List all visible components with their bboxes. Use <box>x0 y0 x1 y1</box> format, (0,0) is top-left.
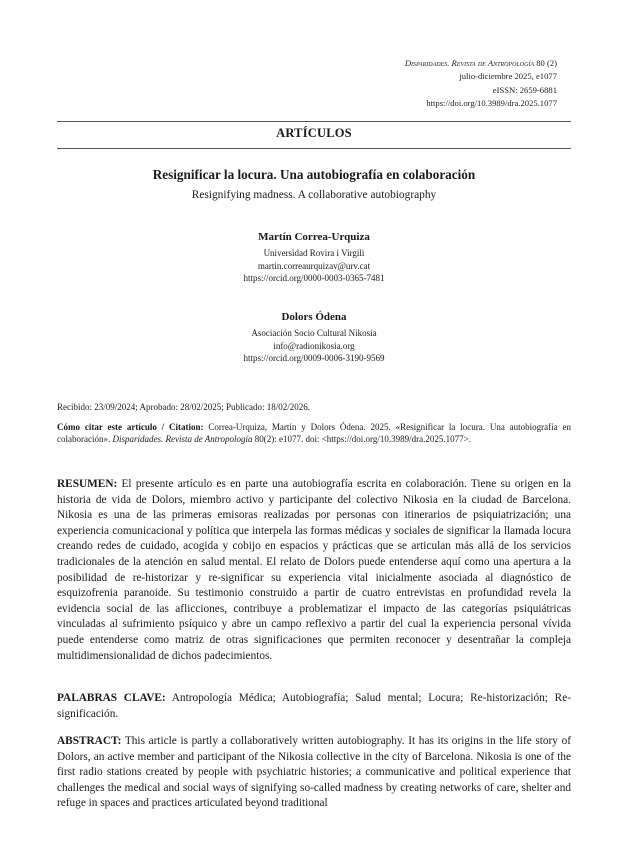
journal-doi-link[interactable]: https://doi.org/10.3989/dra.2025.1077 <box>426 98 557 109</box>
keywords-label: PALABRAS CLAVE: <box>57 692 166 704</box>
author-orcid-link[interactable]: https://orcid.org/0000-0003-0365-7481 <box>243 273 385 284</box>
keywords-paragraph <box>57 691 571 722</box>
author-name: Martín Correa-Urquiza <box>258 231 370 243</box>
journal-volume: 80 (2) <box>536 58 557 68</box>
abstract-text: This article is partly a collaboratively written autobiography. It has its origins in the life story of Dolors, an active member and participant of the Nikosia collective in the city of Barcelona. Nikosia is one of the first radio stations created by people with psychiatric histories; a communicative and political experience that challenges the medical and social ways of signifying so-called madness by creating networks of care, shelter and refuge in spaces and practices articulated beyond traditional <box>57 735 571 810</box>
author-block <box>57 311 571 365</box>
resumen-text: El presente artículo es en parte una autobiografía escrita en colaboración. Tiene su origen en la historia de vida de Dolors, miembro activo y participante del colectivo Nikosia en la ciudad de Barcelona. Nikosia es una de las primeras emisoras realizadas por personas con itinerarios de psiquiatrización; una experiencia comunicacional y política que interpela las formas médicas y sociales de significar la llamada locura creando redes de cuidado, acogida y cobijo en espacios y prácticas que se articulan más allá de los servicios tradicionales de la atención en salud mental. El relato de Dolors puede entenderse aquí como una apertura a la posibilidad de re-historizar y re-significar su experiencia vital inicialmente asociada al diagnóstico de esquizofrenia paranoide. Su testimonio construido a partir de cuatro entrevistas en profundidad revela la evidencia social de las aflicciones, contribuye a problematizar el impacto de las categorías psiquiátricas vinculadas al sufrimiento psíquico y abre un campo reflexivo a partir del cual la experiencia personal vívida puede entenderse como matriz de otras significaciones que permiten reconocer y desentrañar la compleja multidimensionalidad de dichos padecimientos. <box>57 478 571 662</box>
publication-dates: Recibido: 23/09/2024; Aprobado: 28/02/2025; Publicado: 18/02/2026. <box>57 402 310 412</box>
author-email-link[interactable]: info@radionikosia.org <box>273 340 355 351</box>
section-rule-bottom <box>57 148 571 149</box>
journal-period: julio-diciembre 2025, e1077 <box>459 71 557 82</box>
resumen-paragraph <box>57 477 571 664</box>
citation-doi-text[interactable]: 80(2): e1077. doi: <https://doi.org/10.3989/dra.2025.1077>. <box>252 433 471 444</box>
resumen-label: RESUMEN: <box>57 478 118 490</box>
section-label: ARTÍCULOS <box>276 126 352 140</box>
journal-name: Disparidades. Revista de Antropología <box>404 58 535 68</box>
keywords-text: Antropología Médica; Autobiografía; Salud mental; Locura; Re-historización; Re-significación. <box>57 692 571 720</box>
author-affiliation: Universidad Rovira i Virgili <box>263 248 365 258</box>
journal-eissn: eISSN: 2659-6881 <box>492 84 557 95</box>
author-block <box>57 231 571 285</box>
citation-text: Correa-Urquiza, Martín y Dolors Ódena. 2025. «Resignificar la locura. Una autobiografía en colaboración». <box>57 422 571 444</box>
article-title: Resignificar la locura. Una autobiografía en colaboración <box>152 167 476 182</box>
article-subtitle: Resignifying madness. A collaborative autobiography <box>191 189 437 201</box>
author-email-link[interactable]: martin.correaurquizav@urv.cat <box>257 260 371 271</box>
abstract-label: ABSTRACT: <box>57 735 122 747</box>
journal-line <box>405 57 557 70</box>
citation-label: Cómo citar este artículo / Citation: <box>57 422 204 432</box>
citation-journal: Disparidades. Revista de Antropología <box>112 433 253 444</box>
author-affiliation: Asociación Socio Cultural Nikosia <box>251 328 377 338</box>
author-name: Dolors Ódena <box>281 311 347 323</box>
author-orcid-link[interactable]: https://orcid.org/0009-0006-3190-9569 <box>243 353 385 364</box>
section-rule-top <box>57 121 571 122</box>
journal-header <box>405 57 557 111</box>
abstract-paragraph <box>57 734 571 812</box>
citation-block <box>57 422 571 445</box>
